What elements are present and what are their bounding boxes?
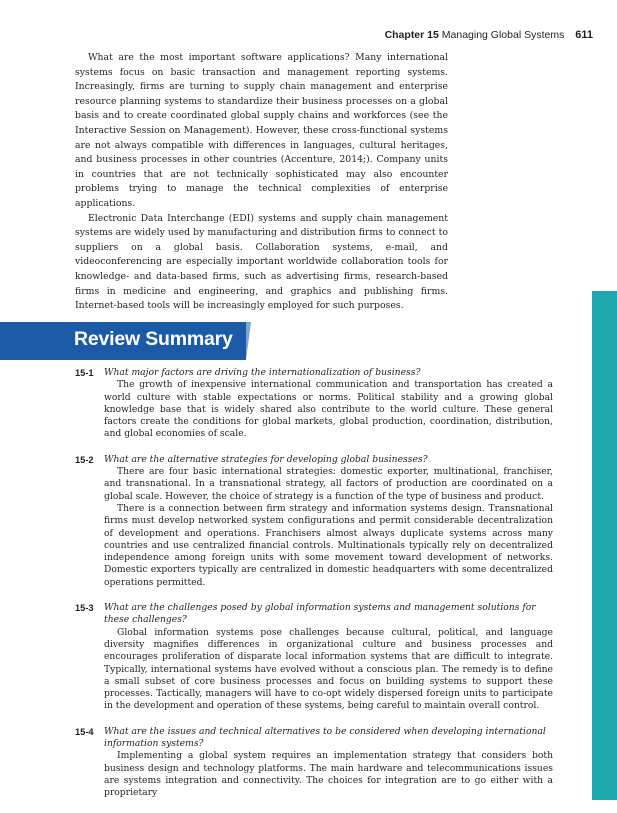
answer-paragraph: The growth of inexpensive international communication and transportation has created a world culture with stable expectations or norms. Political stability and a growing global knowledge base that is widely shared also contribute to the world culture. These general factors create the conditions for global markets, global production, coordination, distribution, and global economies of scale.: [104, 379, 553, 440]
objective-number: 15-1: [75, 368, 94, 378]
objective-answer: [104, 379, 553, 440]
objective-number: 15-4: [75, 726, 94, 737]
intro-text: [75, 51, 448, 314]
objective-question: What are the alternative strategies for developing global businesses?: [104, 453, 428, 465]
running-header: [385, 29, 593, 41]
objective-answer: [104, 627, 553, 713]
answer-paragraph: Implementing a global system requires an implementation strategy that considers both business design and technology platforms. The main hardware and telecommunications issues are systems integration and connectivity. The choices for integration are to go either with a proprietary: [104, 750, 553, 799]
intro-paragraph: What are the most important software applications? Many international systems focus on basic transaction and management reporting systems. Increasingly, firms are turning to supply chain management and enterprise resource planning systems to standardize their business processes on a global basis and to create coordinated global supply chains and workforces (see the Interactive Session on Management). However, these cross-functional systems are not always compatible with differences in languages, cultural heritages, and business processes in other countries (Accenture, 2014;). Company units in countries that are not technically sophisticated may also encounter problems trying to manage the technical complexities of enterprise applications.: [75, 52, 448, 209]
summary-item: [75, 367, 553, 441]
objective-number: 15-2: [75, 454, 94, 465]
objective-question: What are the issues and technical alternatives to be considered when developing international information systems?: [104, 725, 546, 750]
summary-item: [75, 726, 553, 800]
page-number: 611: [575, 29, 593, 41]
review-summary-title: Review Summary: [74, 328, 233, 350]
answer-paragraph: There is a connection between firm strategy and information systems design. Transnational firms must develop networked system configurations and permit considerable decentralization of development and operations. Franchisers almost always duplicate systems across many countries and use centralized financial controls. Multinationals typically rely on decentralized independence among foreign units with some movement toward development of networks. Domestic exporters typically are centralized in domestic headquarters with some decentralized operations permitted.: [104, 502, 553, 588]
objective-question: What are the challenges posed by global information systems and management solutions for these challenges?: [104, 602, 536, 626]
chapter-number: Chapter 15: [384, 29, 439, 41]
review-summary-list: [75, 367, 553, 813]
answer-paragraph: Global information systems pose challenges because cultural, political, and language diversity magnifies differences in organizational culture and business processes and encourages proliferation of disparate local information systems that are difficult to integrate. Typically, international systems have evolved without a conscious plan. The remedy is to define a small subset of core business processes and focus on building systems to support these processes. Tactically, managers will have to co-opt widely dispersed foreign units to participate in the development and operation of these systems, being careful to maintain overall control.: [104, 626, 553, 712]
summary-item: [75, 602, 553, 713]
intro-paragraph: Electronic Data Interchange (EDI) systems and supply chain management systems are widely used by manufacturing and distribution firms to connect to suppliers on a global basis. Collaboration systems, e-mail, and videoconferencing are especially important worldwide collaboration tools for knowledge- and data-based firms, such as advertising firms, research-based firms in medicine and engineering, and graphics and publishing firms. Internet-based tools will be increasingly employed for such purposes.: [75, 212, 448, 312]
chapter-edge-tab: [592, 291, 617, 800]
objective-answer: [104, 466, 553, 589]
review-summary-banner: [0, 322, 246, 360]
summary-item: [75, 454, 553, 589]
chapter-title: Managing Global Systems: [441, 29, 565, 41]
answer-paragraph: There are four basic international strategies: domestic exporter, multinational, franchiser, and transnational. In a transnational strategy, all factors of production are coordinated on a global scale. However, the choice of strategy is a function of the type of business and product.: [104, 466, 553, 502]
objective-answer: [104, 750, 553, 799]
objective-number: 15-3: [75, 603, 94, 614]
objective-question: What major factors are driving the internationalization of business?: [104, 367, 421, 378]
